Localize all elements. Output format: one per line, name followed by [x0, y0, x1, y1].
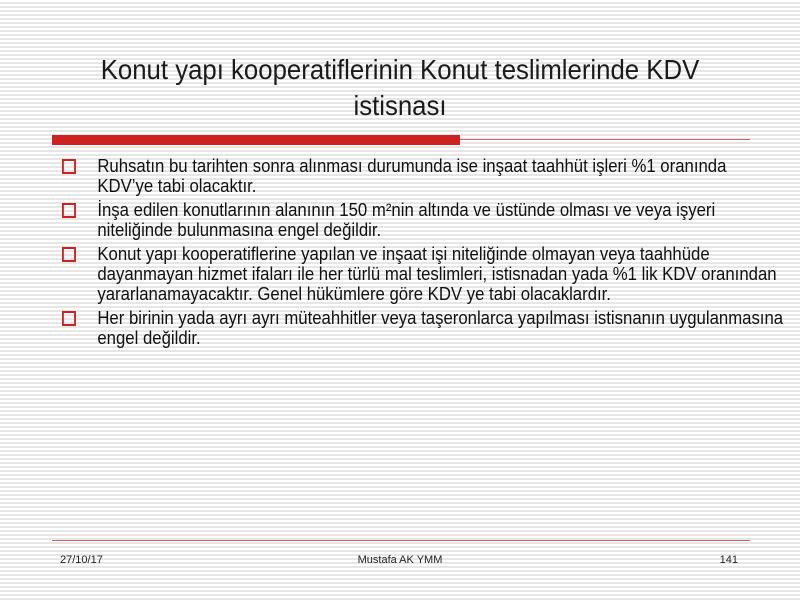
hollow-square-bullet-icon [62, 311, 76, 326]
footer-rule [52, 540, 750, 541]
slide-title [69, 52, 731, 124]
bullet-item [62, 156, 786, 196]
bullet-text: Her birinin yada ayrı ayrı müteahhitler veya taşeronlarca yapılması istisnanın uygulanmasına engel değildir. [97, 308, 784, 348]
bullet-item [62, 244, 786, 304]
footer-page-number: 141 [719, 554, 738, 566]
slide-title-line-1: Konut yapı kooperatiflerinin Konut teslimlerinde KDV [100, 54, 700, 85]
bullet-list [62, 156, 784, 352]
footer-author: Mustafa AK YMM [357, 554, 443, 566]
bullet-item [62, 308, 786, 348]
bullet-text: İnşa edilen konutlarının alanının 150 m²nin altında ve üstünde olması ve veya işyeri niteliğinde bulunmasına engel değildir. [97, 200, 716, 240]
hollow-square-bullet-icon [62, 203, 76, 218]
slide-title-line-2: istisnası [353, 90, 447, 121]
bullet-text: Ruhsatın bu tarihten sonra alınması durumunda ise inşaat taahhüt işleri %1 oranında KDV’ye tabi olacaktır. [97, 156, 727, 196]
hollow-square-bullet-icon [62, 159, 76, 174]
footer-date: 27/10/17 [60, 554, 103, 566]
title-underline-accent [52, 135, 460, 145]
bullet-text: Konut yapı kooperatiflerine yapılan ve inşaat işi niteliğinde olmayan veya taahhüde dayanmayan hizmet ifaları ile her türlü mal teslimleri, istisnadan yada %1 lik KDV oranından yararlanamayacaktır. Genel hükümlere göre KDV ye tabi olacaklardır. [97, 244, 777, 304]
title-underline-rule [460, 139, 750, 140]
hollow-square-bullet-icon [62, 247, 76, 262]
bullet-item [62, 200, 786, 240]
